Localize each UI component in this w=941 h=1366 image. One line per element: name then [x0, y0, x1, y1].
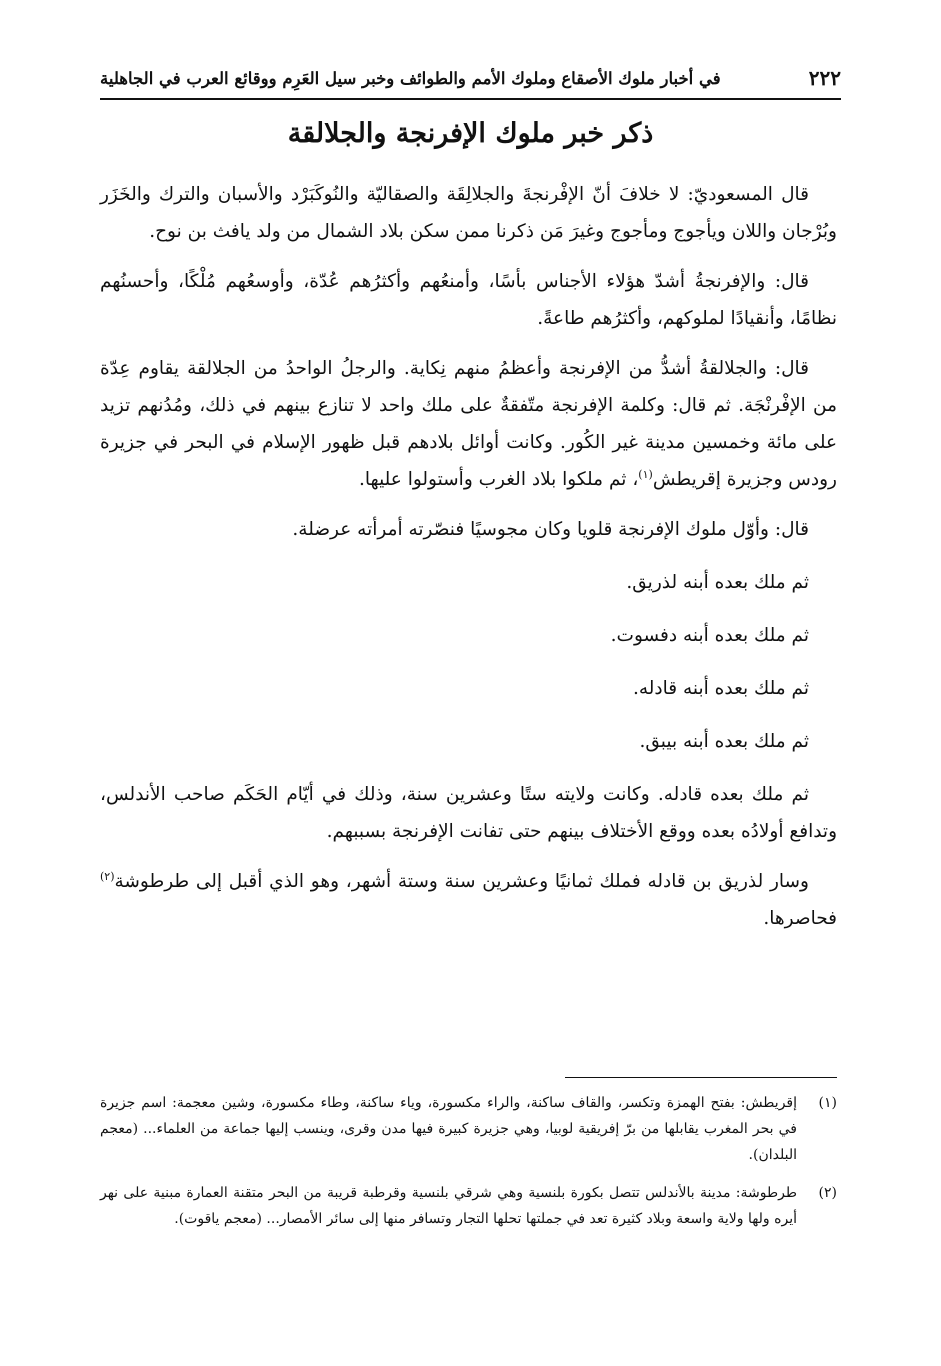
paragraph: قال: وأوّل ملوك الإفرنجة قلويا وكان مجوسيًا فنصّرته أمرأته عرضلة. — [292, 519, 809, 540]
footnotes — [100, 1090, 837, 1244]
footnote-text: طرطوشة: مدينة بالأندلس تتصل بكورة بلنسية وهي شرقي بلنسية وقرطبة قريبة من البحر متقنة العمارة مبنية على نهر أيره ولها ولاية واسعة وبلاد كثيرة تعد في جملتها تحلها التجار وتسافر منها إلى سائر الأمصار... (معجم ياقوت). — [100, 1185, 797, 1227]
paragraph: ثم ملك بعده أبنه دفسوت. — [610, 625, 809, 646]
paragraph: ثم ملك بعده أبنه بيبق. — [639, 731, 809, 752]
paragraph-text: قال: والجلالقةُ أشدُّ من الإفرنجة وأعظمُ منهم نِكاية. والرجلُ الواحدُ من الجلالقة يقاوم عِدّة من الإفْرنْجَة. ثم قال: وكلمة الإفرنجة متّفقةٌ على ملك واحد لا تنازع بينهم في ذلك، ومُدُنهم تزيد على مائة وخمسين مدينة غير الكُور. وكانت أوائل بلادهم قبل ظهور الإسلام في البحر في جزيرة رودس وجزيرة إقريطش — [100, 358, 837, 490]
paragraph: قال المسعوديّ: لا خلافَ أنّ الإفْرنجةَ والجلالِقَة والصقاليّة والنُوكَبَرْد والأسبان والترك والخَزَر وبُرْجان واللان ويأجوج ومأجوج وغيرَ مَن ذكرنا ممن سكن بلاد الشمال من ولد يافث بن نوح. — [100, 184, 837, 242]
footnote-divider — [565, 1077, 837, 1078]
page-header — [100, 58, 841, 100]
paragraph: ثم ملك بعده أبنه قادله. — [632, 678, 809, 699]
footnote — [100, 1090, 837, 1168]
paragraph: قال: والإفرنجةُ أشدّ هؤلاء الأجناس بأسًا، وأمنعُهم وأكثرُهم عُدّة، وأوسعُهم مُلْكًا، وأحسنُهم نظامًا، وأنقيادًا لملوكهم، وأكثرُهم طاعةً. — [100, 271, 837, 329]
body-text — [100, 176, 837, 950]
paragraph-text: وسار لذريق بن قادله فملك ثمانيًا وعشرين سنة وستة أشهر، وهو الذي أقبل إلى طرطوشة — [114, 871, 809, 892]
paragraph — [100, 863, 837, 937]
footnote-number: (١) — [818, 1095, 837, 1111]
page-number: ٢٢٢ — [808, 66, 841, 90]
footnote-ref-2[interactable]: (٢) — [100, 869, 115, 883]
paragraph — [100, 350, 837, 498]
paragraph-text-tail: ، ثم ملكوا بلاد الغرب وأستولوا عليها. — [359, 469, 639, 490]
running-title: في أخبار ملوك الأصقاع وملوك الأمم والطوائف وخبر سيل العَرِم ووقائع العرب في الجاهلية — [100, 68, 721, 88]
paragraph-text-tail: فحاصرها. — [763, 908, 837, 929]
footnote-text: إقريطش: بفتح الهمزة وتكسر، والقاف ساكنة، والراء مكسورة، وياء ساكنة، وطاء مكسورة، وشين معجمة: اسم جزيرة في بحر المغرب يقابلها من برّ إفريقية لوبيا، وهي جزيرة كبيرة فيها مدن وقرى، وينسب إليها جماعة من العلماء... (معجم البلدان). — [100, 1095, 797, 1163]
chapter-title: ذكر خبر ملوك الإفرنجة والجلالقة — [287, 118, 654, 149]
paragraph: ثم ملك بعده أبنه لذريق. — [626, 572, 809, 593]
footnote-ref-1[interactable]: (١) — [638, 467, 653, 481]
paragraph: ثم ملك بعده قادله. وكانت ولايته ستًا وعشرين سنة، وذلك في أيّام الحَكَم صاحب الأندلس، وتدافع أولادُه بعده ووقع الأختلاف بينهم حتى تفانت الإفرنجة بسببهم. — [100, 784, 837, 842]
footnote — [100, 1180, 837, 1232]
footnote-number: (٢) — [818, 1185, 837, 1201]
